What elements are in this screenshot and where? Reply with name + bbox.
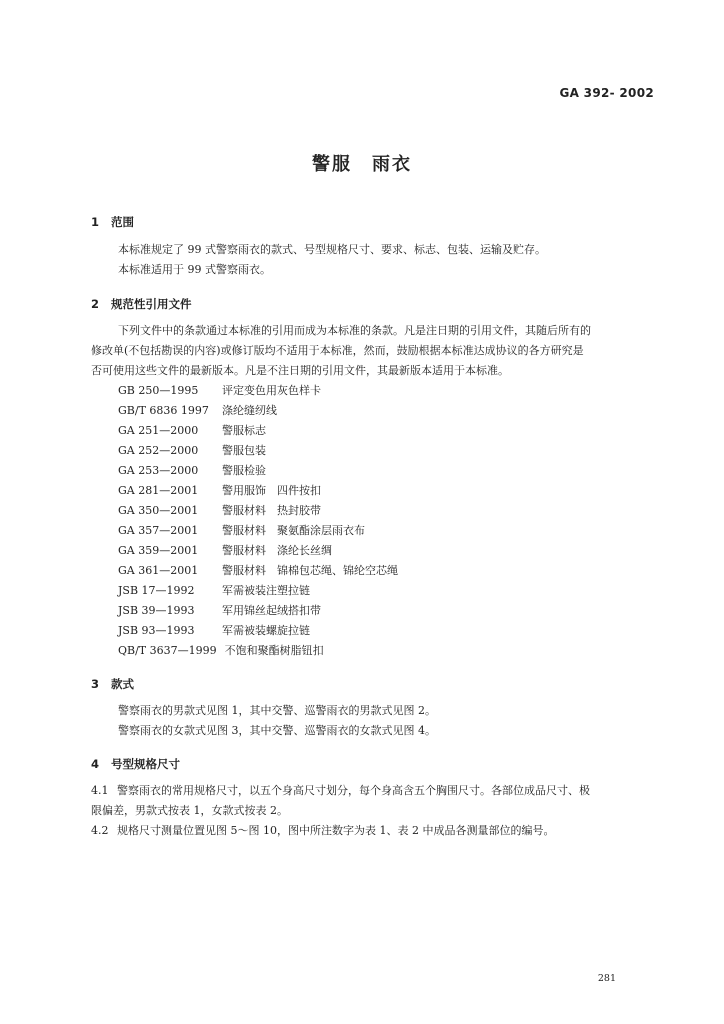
reference-code: GA 350—2001 [118, 504, 199, 517]
section-number: 2 [91, 297, 100, 311]
section-title: 款式 [111, 677, 134, 691]
reference-name: 警服检验 [222, 464, 266, 477]
reference-item [118, 524, 365, 538]
reference-code: GA 281—2001 [118, 484, 199, 497]
reference-code: QB/T 3637—1999 [118, 644, 217, 657]
paragraph-line: 本标准适用于 99 式警察雨衣。 [118, 263, 271, 276]
section-number: 3 [91, 677, 100, 691]
clause-4-2 [91, 824, 554, 838]
reference-item [118, 424, 266, 438]
reference-item [118, 504, 321, 518]
reference-code: GA 357—2001 [118, 524, 199, 537]
reference-code: GA 253—2000 [118, 464, 199, 477]
reference-item [118, 384, 321, 398]
reference-name: 评定变色用灰色样卡 [222, 384, 321, 397]
reference-name: 军用锦丝起绒搭扣带 [222, 604, 321, 617]
clause-number: 4.2 [91, 824, 109, 837]
paragraph-line: 否可使用这些文件的最新版本。凡是不注日期的引用文件，其最新版本适用于本标准。 [91, 364, 509, 377]
clause-number: 4.1 [91, 784, 109, 797]
paragraph-line: 警察雨衣的女款式见图 3，其中交警、巡警雨衣的女款式见图 4。 [118, 724, 436, 737]
reference-item [118, 544, 332, 558]
reference-item [118, 584, 310, 598]
reference-name: 警服材料 锦棉包芯绳、锦纶空芯绳 [222, 564, 398, 577]
reference-code: GB 250—1995 [118, 384, 199, 397]
reference-item [118, 624, 310, 638]
reference-item [118, 464, 266, 478]
reference-item [118, 604, 321, 618]
reference-name: 涤纶缝纫线 [222, 404, 277, 417]
paragraph-line: 下列文件中的条款通过本标准的引用而成为本标准的条款。凡是注日期的引用文件，其随后所有的 [118, 324, 591, 337]
reference-name: 军需被装注塑拉链 [222, 584, 310, 597]
section-number: 1 [91, 215, 100, 229]
reference-item [118, 564, 398, 578]
section-heading-scope [91, 214, 134, 230]
reference-name: 军需被装螺旋拉链 [222, 624, 310, 637]
clause-text: 警察雨衣的常用规格尺寸，以五个身高尺寸划分，每个身高含五个胸围尺寸。各部位成品尺寸、极 [117, 784, 590, 797]
reference-name: 警用服饰 四件按扣 [222, 484, 321, 497]
reference-code: GB/T 6836 1997 [118, 404, 209, 417]
reference-name: 警服材料 热封胶带 [222, 504, 321, 517]
section-number: 4 [91, 757, 100, 771]
reference-item [118, 484, 321, 498]
reference-item [118, 444, 266, 458]
clause-4-1 [91, 784, 590, 798]
reference-name: 警服包装 [222, 444, 266, 457]
reference-item [118, 404, 277, 418]
reference-name: 警服材料 涤纶长丝绸 [222, 544, 332, 557]
reference-code: GA 252—2000 [118, 444, 199, 457]
reference-name: 不饱和聚酯树脂钮扣 [224, 644, 324, 657]
clause-text: 规格尺寸测量位置见图 5～图 10，图中所注数字为表 1、表 2 中成品各测量部位的编号。 [117, 824, 555, 837]
document-title: 警服 雨衣 [312, 154, 412, 175]
section-heading-normative [91, 296, 192, 312]
reference-code: GA 361—2001 [118, 564, 199, 577]
section-title: 范围 [111, 215, 134, 229]
document-code: GA 392- 2002 [559, 86, 654, 100]
section-heading-sizes [91, 756, 180, 772]
section-title: 号型规格尺寸 [111, 757, 180, 771]
reference-code: GA 359—2001 [118, 544, 199, 557]
section-title: 规范性引用文件 [111, 297, 192, 311]
page-number: 281 [597, 973, 616, 984]
section-heading-style [91, 676, 134, 692]
reference-code: JSB 39—1993 [118, 604, 195, 617]
reference-code: JSB 93—1993 [118, 624, 195, 637]
reference-code: GA 251—2000 [118, 424, 199, 437]
reference-name: 警服标志 [222, 424, 266, 437]
reference-code: JSB 17—1992 [118, 584, 195, 597]
reference-item [118, 644, 324, 658]
paragraph-line: 修改单(不包括勘误的内容)或修订版均不适用于本标准，然而，鼓励根据本标准达成协议的各方研究是 [91, 344, 584, 357]
reference-name: 警服材料 聚氨酯涂层雨衣布 [222, 524, 365, 537]
paragraph-line: 限偏差，男款式按表 1，女款式按表 2。 [91, 804, 288, 817]
paragraph-line: 警察雨衣的男款式见图 1，其中交警、巡警雨衣的男款式见图 2。 [118, 704, 436, 717]
paragraph-line: 本标准规定了 99 式警察雨衣的款式、号型规格尺寸、要求、标志、包装、运输及贮存。 [118, 243, 546, 256]
